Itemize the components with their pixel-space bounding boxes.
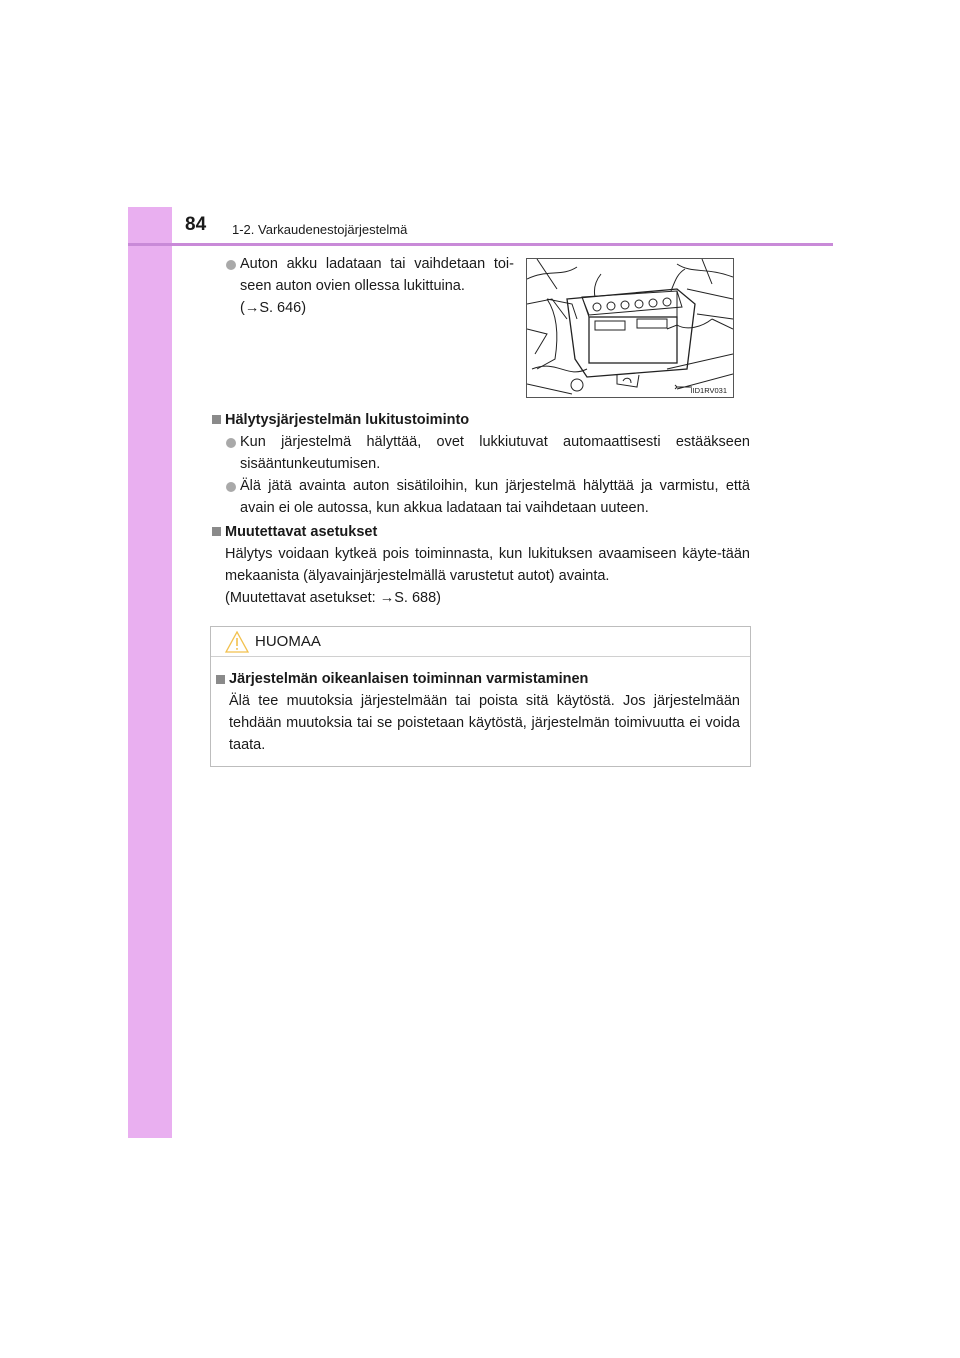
notice-subtitle: Järjestelmän oikeanlaisen toiminnan varmistaminen [229,671,589,687]
intro-line-2: seen auton ovien ollessa lukittuina. [240,278,465,294]
notice-title: HUOMAA [255,633,321,650]
intro-line-3: (→S. 646) [240,300,307,316]
warning-triangle-icon [225,631,249,653]
section-title: 1-2. Varkaudenestojärjestelmä [232,222,408,237]
figure-code: IID1RV031 [690,386,727,395]
header-rule [128,243,833,246]
notice-header [211,627,750,657]
battery-drawing [527,259,733,397]
intro-line-1: Auton akku ladataan tai vaihdetaan toi- [240,256,514,272]
page-sidebar-tab [128,207,172,1138]
section-body: Hälytys voidaan kytkeä pois toiminnasta, kun lukituksen avaamiseen käyte-tään mekaanista (älyavainjärjestelmällä varustetut autot) avainta. [225,546,750,584]
bullet-icon [226,260,236,270]
bullet-icon [226,482,236,492]
bullet-text: Älä jätä avainta auton sisätiloihin, kun järjestelmä hälyttää ja varmistu, että avain ei ole autossa, kun akkua ladataan tai vaihdetaan uuteen. [240,478,750,516]
notice-square-icon [216,675,225,684]
battery-illustration [526,258,734,398]
bullet-text: Kun järjestelmä hälyttää, ovet lukkiutuvat automaattisesti estääkseen sisääntunkeutumisen. [240,434,750,472]
section-square-icon [212,527,221,536]
section-heading: Hälytysjärjestelmän lukitustoiminto [225,412,470,428]
section-square-icon [212,415,221,424]
bullet-icon [226,438,236,448]
notice-box [210,626,751,767]
notice-body: Älä tee muutoksia järjestelmään tai poista sitä käytöstä. Jos järjestelmään tehdään muutoksia tai se poistetaan käytöstä, järjestelmän toimivuutta ei voida taata. [229,693,740,753]
page-number: 84 [185,214,207,235]
section-heading: Muutettavat asetukset [225,524,378,540]
section-reference: (Muutettavat asetukset: →S. 688) [225,590,441,606]
